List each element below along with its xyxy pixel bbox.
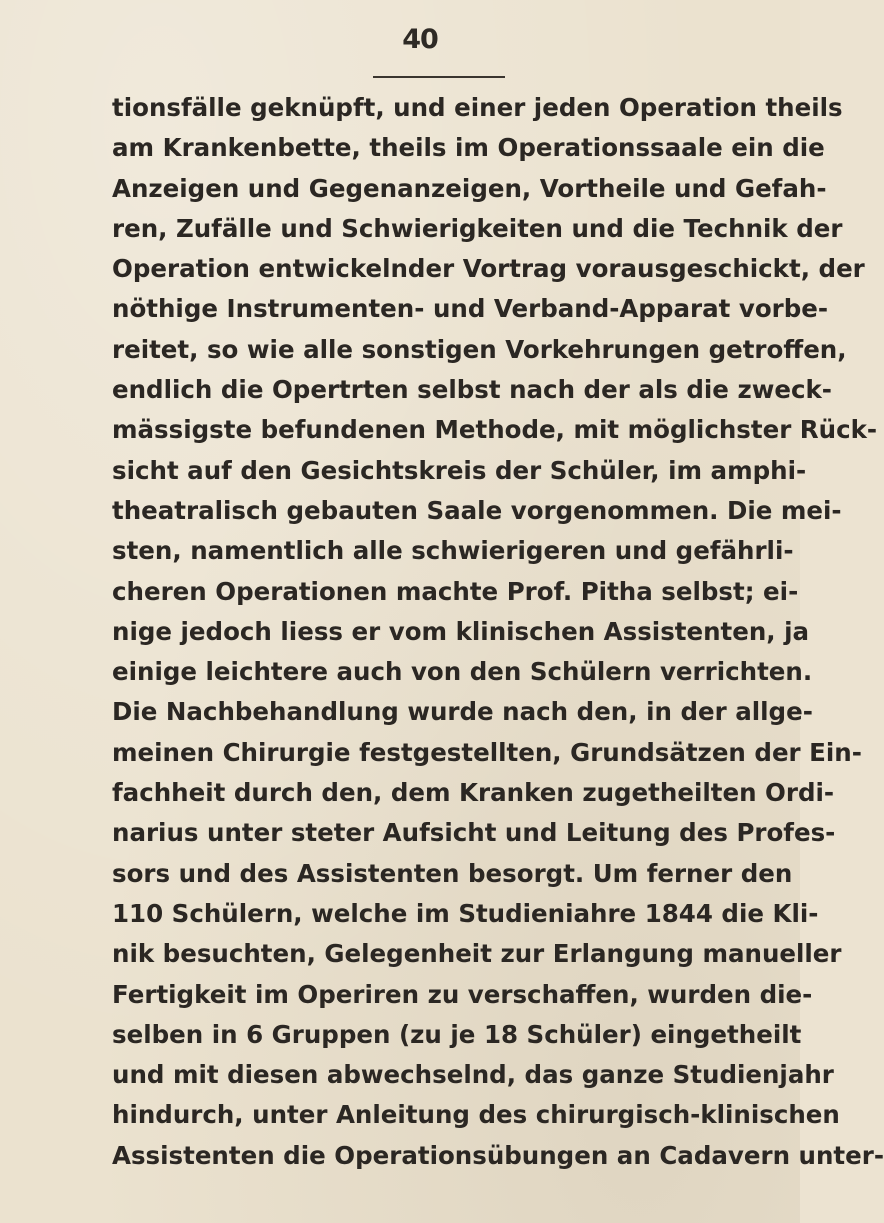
text-line: Fertigkeit im Operiren zu verschaffen, wurden die- bbox=[112, 979, 813, 1009]
text-line: nige jedoch liess er vom klinischen Assistenten, ja bbox=[112, 616, 810, 646]
text-line: sicht auf den Gesichtskreis der Schüler, im amphi- bbox=[112, 455, 807, 485]
body-text bbox=[112, 88, 884, 1176]
text-line: 110 Schülern, welche im Studieniahre 1844 die Kli- bbox=[112, 898, 819, 928]
text-line: ren, Zufälle und Schwierigkeiten und die Technik der bbox=[112, 213, 843, 243]
text-line: Die Nachbehandlung wurde nach den, in der allge- bbox=[112, 697, 813, 727]
header-rule bbox=[373, 76, 505, 78]
text-line: reitet, so wie alle sonstigen Vorkehrungen getroffen, bbox=[112, 334, 847, 364]
text-line: am Krankenbette, theils im Operationssaale ein die bbox=[112, 133, 825, 163]
text-line: mässigste befundenen Methode, mit möglichster Rück- bbox=[112, 415, 878, 445]
text-line: Anzeigen und Gegenanzeigen, Vortheile und Gefah- bbox=[112, 173, 827, 203]
text-line: hindurch, unter Anleitung des chirurgisch-klinischen bbox=[112, 1100, 840, 1130]
page-number: 40 bbox=[402, 24, 438, 55]
text-line: selben in 6 Gruppen (zu je 18 Schüler) eingetheilt bbox=[112, 1019, 802, 1049]
text-line: nöthige Instrumenten- und Verband-Apparat vorbe- bbox=[112, 294, 829, 324]
text-line: tionsfälle geknüpft, und einer jeden Operation theils bbox=[112, 93, 843, 122]
text-line: sten, namentlich alle schwierigeren und gefährli- bbox=[112, 536, 794, 566]
text-line: theatralisch gebauten Saale vorgenommen. Die mei- bbox=[112, 495, 842, 525]
text-line: fachheit durch den, dem Kranken zugetheilten Ordi- bbox=[112, 778, 835, 808]
text-line: und mit diesen abwechselnd, das ganze Studienjahr bbox=[112, 1060, 834, 1090]
text-line: endlich die Opertrten selbst nach der als die zweck- bbox=[112, 375, 832, 405]
text-line: sors und des Assistenten besorgt. Um ferner den bbox=[112, 858, 793, 888]
text-line: einige leichtere auch von den Schülern verrichten. bbox=[112, 657, 813, 687]
text-line: Operation entwickelnder Vortrag vorausgeschickt, der bbox=[112, 254, 865, 284]
text-line: narius unter steter Aufsicht und Leitung des Profes- bbox=[112, 818, 836, 848]
text-line: meinen Chirurgie festgestellten, Grundsätzen der Ein- bbox=[112, 737, 862, 767]
text-line: nik besuchten, Gelegenheit zur Erlangung manueller bbox=[112, 939, 842, 969]
text-line: cheren Operationen machte Prof. Pitha selbst; ei- bbox=[112, 576, 799, 606]
text-line: Assistenten die Operationsübungen an Cadavern unter- bbox=[112, 1140, 884, 1170]
